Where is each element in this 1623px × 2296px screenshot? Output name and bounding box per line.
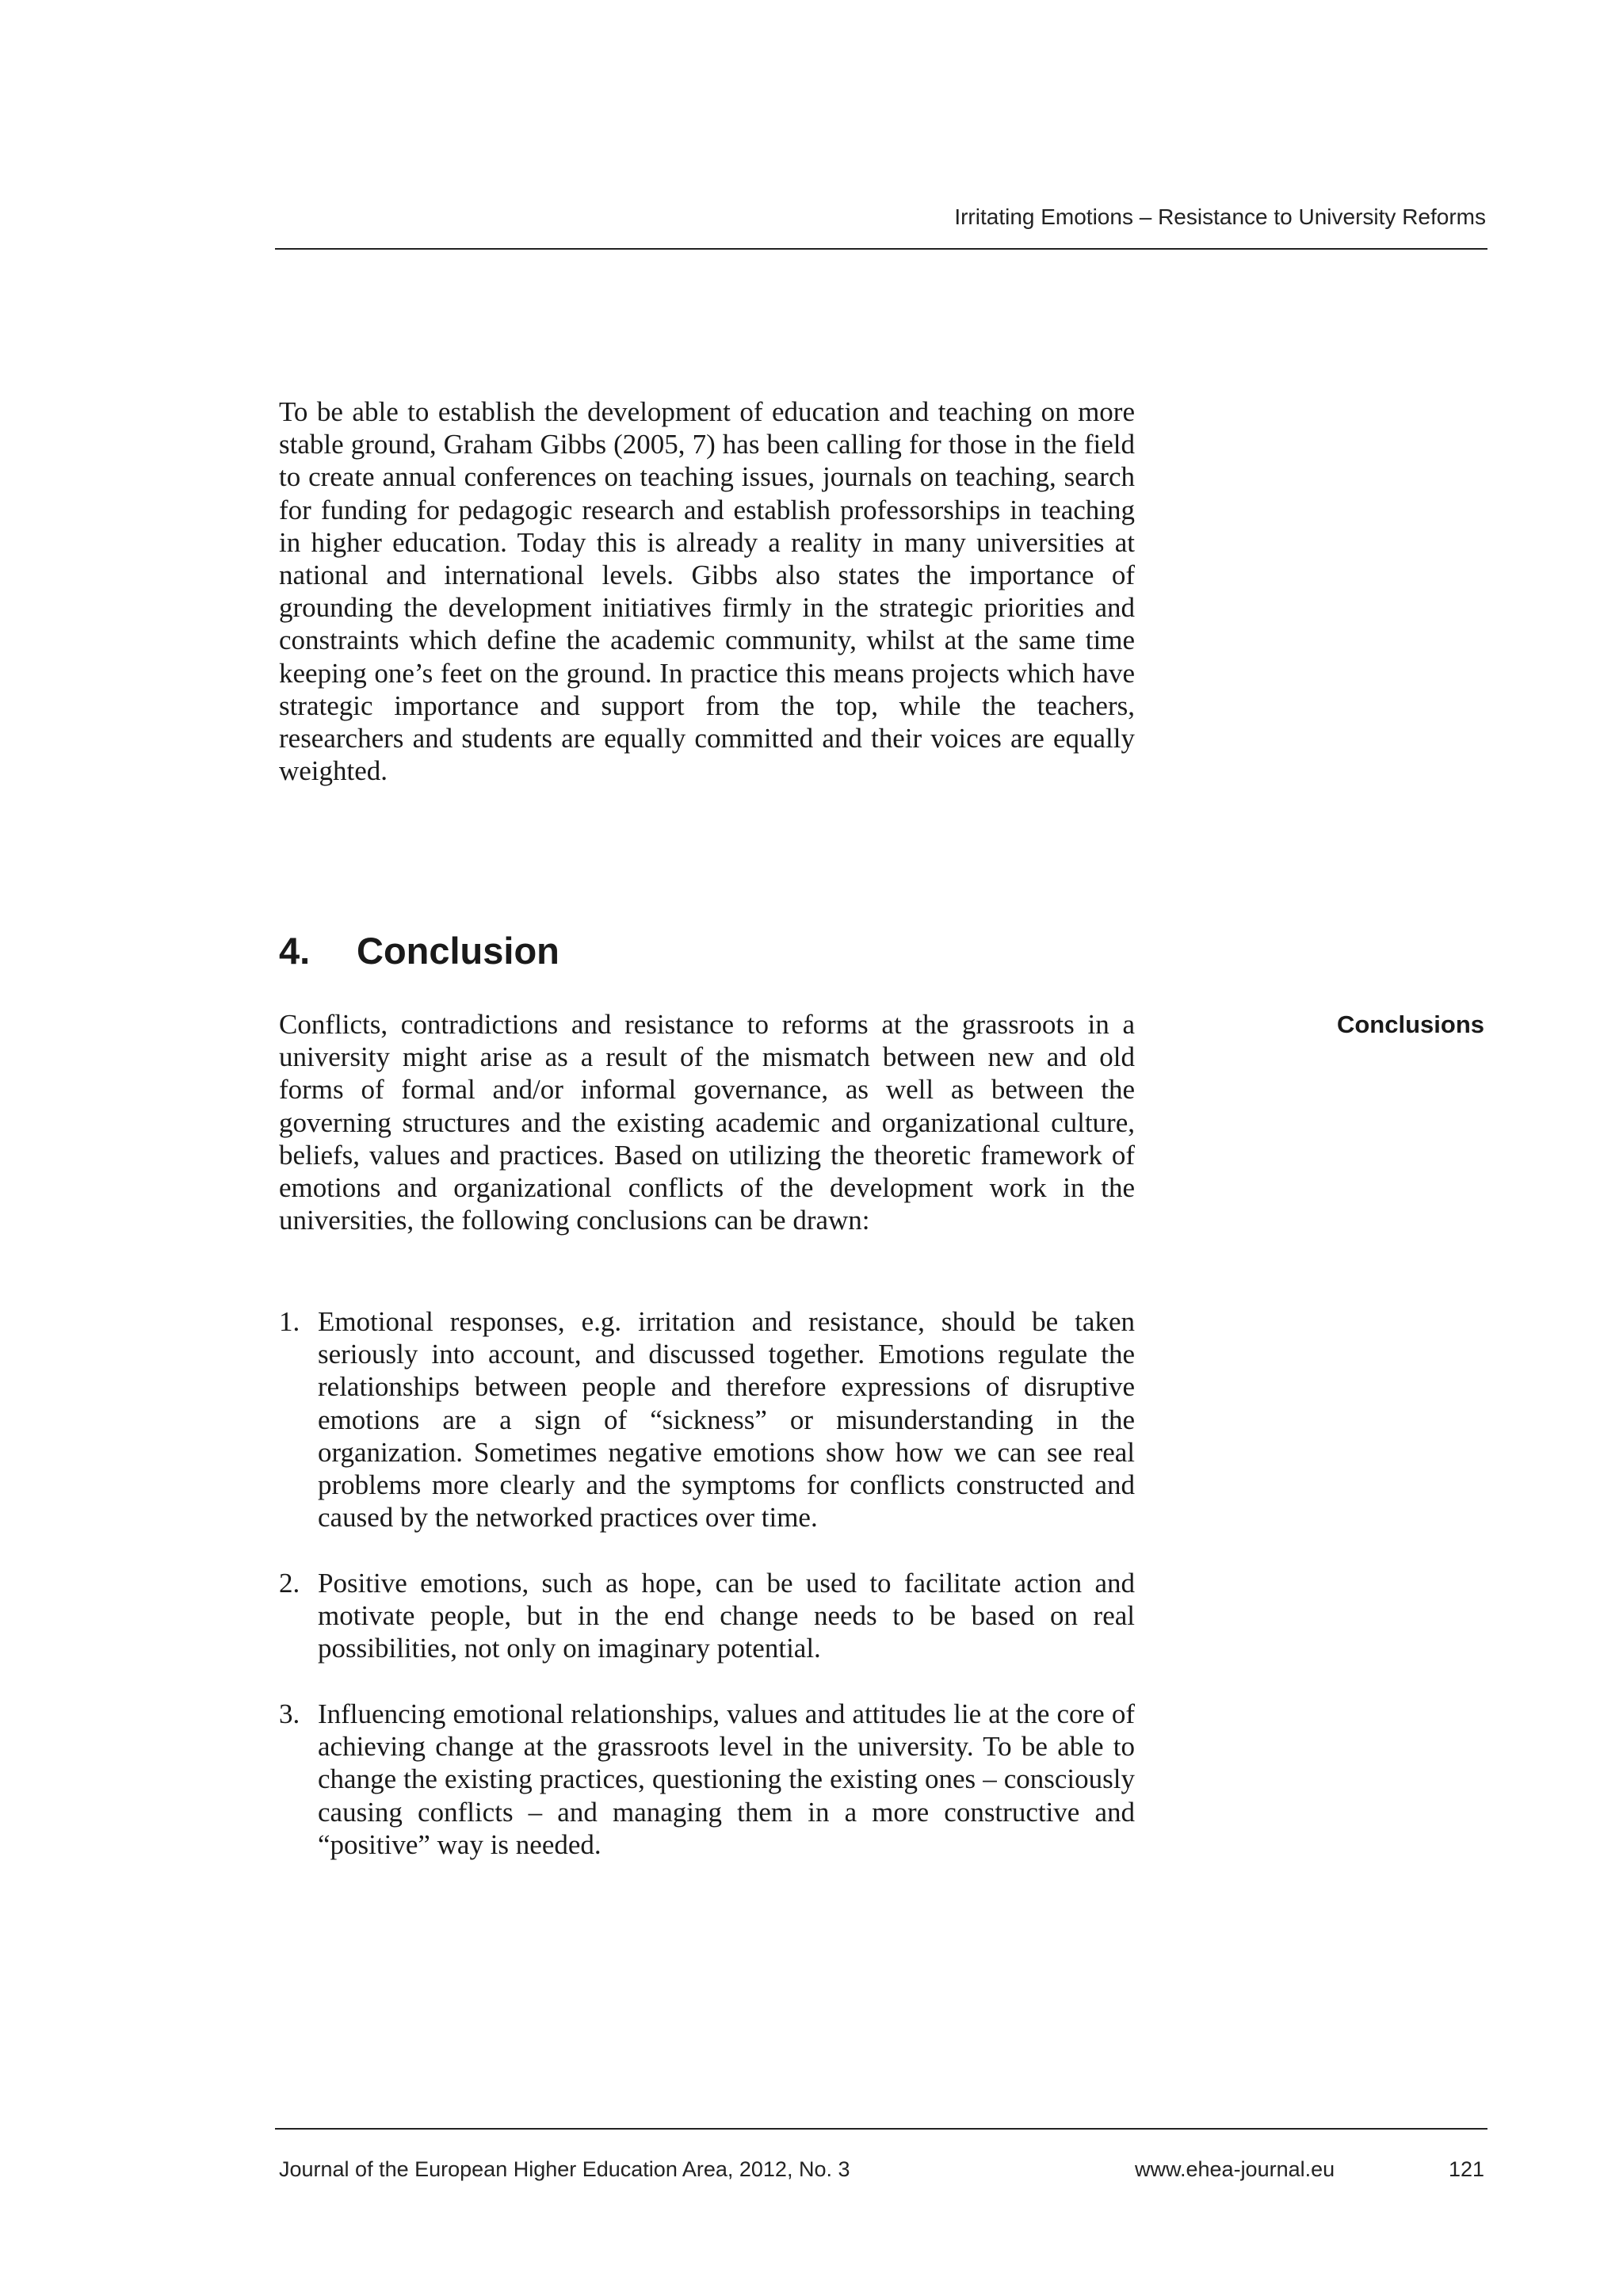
footer-journal: Journal of the European Higher Education Area, 2012, No. 3: [279, 2157, 850, 2181]
intro-paragraph: To be able to establish the development of education and teaching on more stable ground, Graham Gibbs (2005, 7) has been calling for those in the field to create annual conferences on teaching issues, journals on teaching, search for funding for pedagogic research and establish professorships in teaching in higher education. Today this is already a reality in many universities at national and international levels. Gibbs also states the importance of grounding the development initiatives firmly in the strategic priorities and constraints which define the academic community, whilst at the same time keeping one’s feet on the ground. In practice this means projects which have strategic importance and support from the top, while the teachers, researchers and students are equally committed and their voices are equally weighted.: [279, 396, 1135, 787]
list-marker: 3.: [279, 1698, 300, 1729]
section-heading: [279, 929, 559, 972]
running-header: Irritating Emotions – Resistance to University Reforms: [954, 204, 1486, 229]
section-number: 4.: [279, 930, 311, 972]
list-item-text: Emotional responses, e.g. irritation and resistance, should be taken seriously into account, and discussed together. Emotions regulate the relationships between people and therefore expressions of disruptive emotions are a sign of “sickness” or misunderstanding in the organization. Sometimes negative emotions show how we can see real problems more clearly and the symptoms for conflicts constructed and caused by the networked practices over time.: [318, 1306, 1135, 1534]
list-marker: 2.: [279, 1568, 300, 1599]
conclusion-paragraph: Conflicts, contradictions and resistance to reforms at the grassroots in a university might arise as a result of the mismatch between new and old forms of formal and/or informal governance, as well as between the governing structures and the existing academic and organizational culture, beliefs, values and practices. Based on utilizing the theoretic framework of emotions and organizational conflicts of the development work in the universities, the following conclusions can be drawn:: [279, 1009, 1135, 1236]
list-item-text: Influencing emotional relationships, values and attitudes lie at the core of achieving change at the grassroots level in the university. To be able to change the existing practices, questioning the existing ones – consciously causing conflicts – and managing them in a more constructive and “positive” way is needed.: [318, 1698, 1135, 1860]
footer-rule: [275, 2128, 1487, 2130]
list-item-text: Positive emotions, such as hope, can be used to facilitate action and motivate people, but in the end change needs to be based on real possibilities, not only on imaginary potential.: [318, 1568, 1135, 1664]
list-marker: 1.: [279, 1306, 300, 1337]
list-item: [279, 1698, 1135, 1861]
list-item: [279, 1567, 1135, 1665]
margin-note: Conclusions: [1336, 1010, 1484, 1038]
header-rule: [275, 248, 1487, 250]
list-item: [279, 1305, 1135, 1534]
section-title: Conclusion: [357, 930, 559, 972]
footer-url: www.ehea-journal.eu: [1135, 2157, 1335, 2181]
page-number: 121: [1448, 2157, 1484, 2181]
